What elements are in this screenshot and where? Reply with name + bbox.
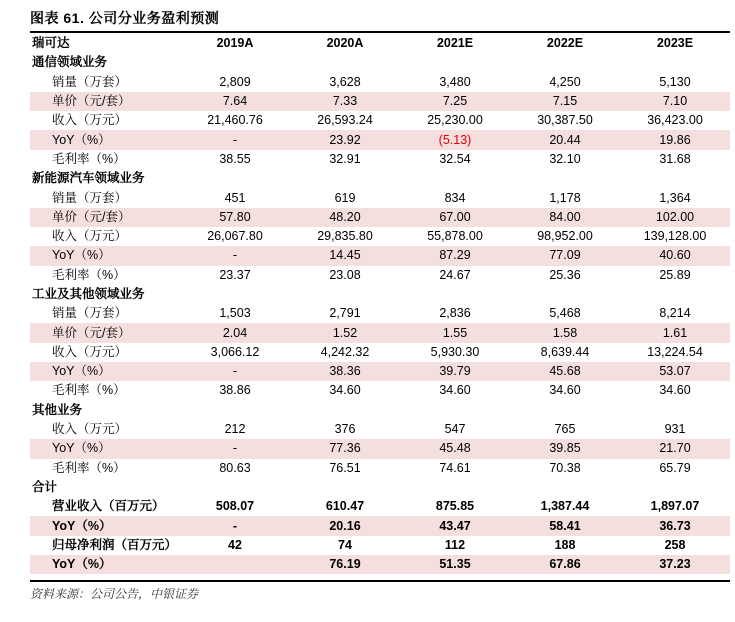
row-label: YoY（%） <box>30 246 180 265</box>
table-cell: 451 <box>224 190 246 205</box>
table-cell: 3,628 <box>329 74 361 89</box>
table-cell: 20.16 <box>290 516 400 535</box>
table-row <box>30 439 730 458</box>
row-label: 销量（万套） <box>52 306 128 321</box>
header-year: 2021E <box>436 36 474 51</box>
table-cell: 765 <box>554 422 576 437</box>
table-cell: - <box>180 516 290 535</box>
table-row <box>30 323 730 342</box>
row-label: 毛利率（%） <box>52 151 126 166</box>
table-cell: - <box>180 362 290 381</box>
table-cell <box>510 53 620 72</box>
section-label: 其他业务 <box>32 402 83 417</box>
figure-title: 图表 61. 公司分业务盈利预测 <box>30 10 220 26</box>
table-cell: 112 <box>444 537 466 552</box>
section-row <box>30 401 730 420</box>
table-row <box>30 150 730 169</box>
table-cell <box>180 478 290 497</box>
table-cell: 38.86 <box>219 383 251 398</box>
table-row <box>30 188 730 207</box>
row-label: 销量（万套） <box>52 74 128 89</box>
table-row <box>30 536 730 555</box>
section-row <box>30 169 730 188</box>
table-row <box>30 92 730 111</box>
table-cell: 376 <box>334 422 356 437</box>
table-cell: 13,224.54 <box>647 344 703 359</box>
table-cell: 5,930.30 <box>430 344 480 359</box>
table-cell: 74.61 <box>439 460 471 475</box>
table-cell: 102.00 <box>620 208 730 227</box>
row-label: 收入（万元） <box>52 422 128 437</box>
table-cell: 34.60 <box>659 383 691 398</box>
table-cell: 45.68 <box>510 362 620 381</box>
table-cell: 51.35 <box>400 555 510 574</box>
table-cell: 53.07 <box>620 362 730 381</box>
row-label: 毛利率（%） <box>52 460 126 475</box>
table-cell <box>400 169 510 188</box>
table-cell <box>620 285 730 304</box>
row-label: 收入（万元） <box>52 344 128 359</box>
table-cell: 258 <box>664 537 686 552</box>
table-cell: 5,468 <box>549 306 581 321</box>
table-row <box>30 420 730 439</box>
table-cell: 7.64 <box>180 92 290 111</box>
table-cell: 36.73 <box>620 516 730 535</box>
row-label: YoY（%） <box>30 362 180 381</box>
table-cell: 1.61 <box>620 323 730 342</box>
table-cell: 29,835.80 <box>317 229 373 244</box>
table-cell: 4,250 <box>549 74 581 89</box>
header-row <box>30 34 730 53</box>
row-label: YoY（%） <box>30 439 180 458</box>
table-cell: 24.67 <box>439 267 471 282</box>
table-cell: 38.55 <box>219 151 251 166</box>
table-cell <box>620 53 730 72</box>
section-label: 工业及其他领域业务 <box>32 287 145 301</box>
header-year: 2020A <box>326 36 364 51</box>
table-cell: 37.23 <box>620 555 730 574</box>
table-cell: 7.10 <box>620 92 730 111</box>
table-cell: 188 <box>554 537 576 552</box>
table-cell: 8,639.44 <box>540 344 590 359</box>
header-year: 2022E <box>546 36 584 51</box>
table-cell: 1,387.44 <box>540 499 590 514</box>
table-cell: 7.15 <box>510 92 620 111</box>
forecast-table <box>30 34 730 574</box>
table-cell: 5,130 <box>659 74 691 89</box>
table-cell: 8,214 <box>659 306 691 321</box>
bottom-rule <box>30 580 730 582</box>
table-cell: 1,178 <box>549 190 581 205</box>
row-label: YoY（%） <box>30 555 180 574</box>
table-cell: 65.79 <box>659 460 691 475</box>
table-cell: 23.37 <box>219 267 251 282</box>
table-cell: 2,809 <box>219 74 251 89</box>
table-cell <box>620 169 730 188</box>
table-cell: 67.00 <box>400 208 510 227</box>
table-cell: 80.63 <box>219 460 251 475</box>
table-cell <box>290 53 400 72</box>
table-cell: 2,791 <box>329 306 361 321</box>
table-cell: 36,423.00 <box>647 113 703 128</box>
table-cell: 32.10 <box>549 151 581 166</box>
table-cell: 610.47 <box>325 499 365 514</box>
table-cell: 26,593.24 <box>317 113 373 128</box>
table-cell: 1,897.07 <box>650 499 700 514</box>
table-cell <box>510 478 620 497</box>
table-cell: 34.60 <box>329 383 361 398</box>
row-label: YoY（%） <box>30 516 180 535</box>
row-label: 销量（万套） <box>52 190 128 205</box>
table-row <box>30 516 730 535</box>
table-cell: 931 <box>664 422 686 437</box>
table-cell: 2.04 <box>180 323 290 342</box>
table-cell <box>290 401 400 420</box>
row-label: 归母净利润（百万元） <box>52 537 178 552</box>
table-row <box>30 304 730 323</box>
table-row <box>30 227 730 246</box>
table-cell: 508.07 <box>215 499 255 514</box>
table-cell: 21,460.76 <box>207 113 263 128</box>
top-rule <box>30 31 730 33</box>
table-cell: 619 <box>334 190 356 205</box>
table-cell: 20.44 <box>510 130 620 149</box>
table-cell: 21.70 <box>620 439 730 458</box>
table-cell: 34.60 <box>439 383 471 398</box>
table-cell: 7.25 <box>400 92 510 111</box>
table-cell: 1,503 <box>219 306 251 321</box>
table-cell: 76.19 <box>290 555 400 574</box>
table-cell: 547 <box>444 422 466 437</box>
table-row <box>30 246 730 265</box>
table-cell <box>400 285 510 304</box>
table-cell: 42 <box>228 537 242 552</box>
table-cell: 1,364 <box>659 190 691 205</box>
table-cell: 38.36 <box>290 362 400 381</box>
section-row <box>30 53 730 72</box>
section-label: 通信领域业务 <box>32 55 108 70</box>
table-cell: 55,878.00 <box>427 229 483 244</box>
table-cell: 67.86 <box>510 555 620 574</box>
row-label: 毛利率（%） <box>52 383 126 398</box>
table-cell: 834 <box>444 190 466 205</box>
table-cell: (5.13) <box>400 130 510 149</box>
table-cell: 212 <box>224 422 246 437</box>
table-cell: 26,067.80 <box>207 229 263 244</box>
table-cell: 139,128.00 <box>643 229 707 244</box>
section-label: 合计 <box>32 479 58 494</box>
table-row <box>30 555 730 574</box>
table-cell: 77.09 <box>510 246 620 265</box>
table-row <box>30 362 730 381</box>
table-cell <box>510 401 620 420</box>
table-cell <box>400 53 510 72</box>
table-row <box>30 343 730 362</box>
table-cell <box>510 285 620 304</box>
table-cell: 39.85 <box>510 439 620 458</box>
source-note: 资料来源：公司公告，中银证券 <box>30 587 199 601</box>
row-label: 收入（万元） <box>52 229 128 244</box>
table-cell: 2,836 <box>439 306 471 321</box>
table-cell: 40.60 <box>620 246 730 265</box>
table-cell <box>620 401 730 420</box>
table-cell <box>400 478 510 497</box>
table-cell: 32.91 <box>329 151 361 166</box>
table-cell: 1.58 <box>510 323 620 342</box>
table-cell: 31.68 <box>659 151 691 166</box>
table-cell: 19.86 <box>620 130 730 149</box>
table-cell: 39.79 <box>400 362 510 381</box>
table-cell: 30,387.50 <box>537 113 593 128</box>
row-label: 单价（元/套） <box>30 92 180 111</box>
table-cell <box>510 169 620 188</box>
table-cell: 48.20 <box>290 208 400 227</box>
table-cell: 1.52 <box>290 323 400 342</box>
row-label: 单价（元/套） <box>30 208 180 227</box>
row-label: 单价（元/套） <box>30 323 180 342</box>
table-cell: 43.47 <box>400 516 510 535</box>
table-cell: 74 <box>338 537 352 552</box>
section-label: 新能源汽车领域业务 <box>32 171 145 186</box>
section-row <box>30 285 730 304</box>
table-cell: - <box>180 130 290 149</box>
row-label: 收入（万元） <box>52 113 128 128</box>
table-cell: - <box>180 246 290 265</box>
table-cell: 23.92 <box>290 130 400 149</box>
table-cell: 32.54 <box>439 151 471 166</box>
table-cell: - <box>180 439 290 458</box>
table-cell: 58.41 <box>510 516 620 535</box>
table-cell: 25.36 <box>549 267 581 282</box>
table-cell: 3,480 <box>439 74 471 89</box>
table-cell: 1.55 <box>400 323 510 342</box>
table-cell: 23.08 <box>329 267 361 282</box>
table-cell <box>620 478 730 497</box>
table-row <box>30 266 730 285</box>
table-cell: 76.51 <box>329 460 361 475</box>
table-row <box>30 73 730 92</box>
table-cell <box>290 169 400 188</box>
table-cell <box>290 285 400 304</box>
table-cell: 57.80 <box>180 208 290 227</box>
row-label: 营业收入（百万元） <box>52 499 165 514</box>
row-label: YoY（%） <box>30 130 180 149</box>
table-cell: 84.00 <box>510 208 620 227</box>
table-cell: 7.33 <box>290 92 400 111</box>
header-year: 2023E <box>656 36 694 51</box>
row-label: 毛利率（%） <box>52 267 126 282</box>
table-cell <box>180 285 290 304</box>
table-cell: 98,952.00 <box>537 229 593 244</box>
table-cell: 25,230.00 <box>427 113 483 128</box>
table-cell: 875.85 <box>435 499 475 514</box>
table-cell: 14.45 <box>290 246 400 265</box>
table-row <box>30 111 730 130</box>
table-cell: 3,066.12 <box>210 344 260 359</box>
table-cell: 45.48 <box>400 439 510 458</box>
table-cell: 77.36 <box>290 439 400 458</box>
table-row <box>30 381 730 400</box>
table-cell <box>400 401 510 420</box>
table-cell: 4,242.32 <box>320 344 370 359</box>
table-cell <box>180 555 290 574</box>
table-row <box>30 130 730 149</box>
table-cell: 87.29 <box>400 246 510 265</box>
section-row <box>30 478 730 497</box>
header-company: 瑞可达 <box>32 36 70 51</box>
table-cell <box>180 53 290 72</box>
table-row <box>30 459 730 478</box>
table-row <box>30 208 730 227</box>
table-cell: 34.60 <box>549 383 581 398</box>
table-row <box>30 497 730 516</box>
header-year: 2019A <box>216 36 254 51</box>
table-cell: 25.89 <box>659 267 691 282</box>
table-cell: 70.38 <box>549 460 581 475</box>
table-cell <box>290 478 400 497</box>
table-cell <box>180 401 290 420</box>
table-cell <box>180 169 290 188</box>
